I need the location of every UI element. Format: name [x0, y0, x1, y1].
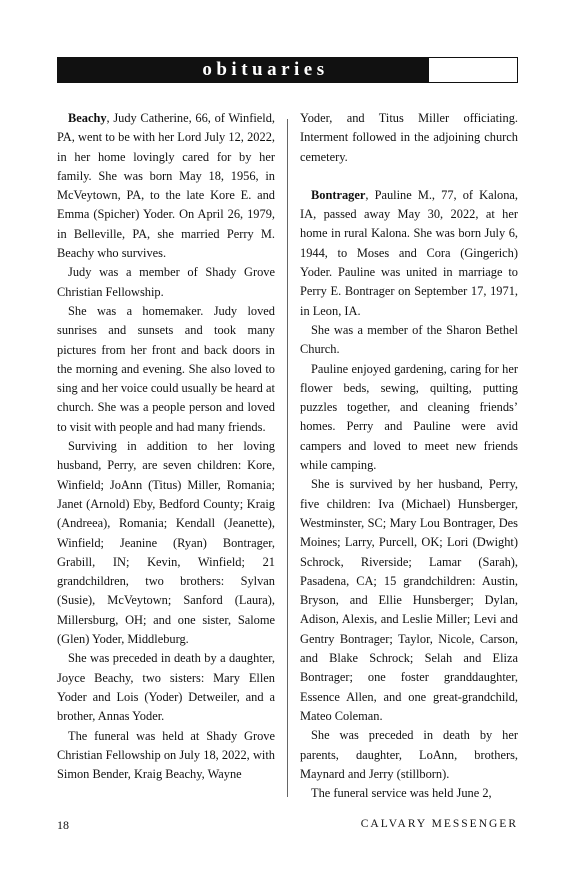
obituary-beachy-paragraph-4: Surviving in addition to her loving husband, Perry, are seven children: Kore, Winfield; JoAnn (Titus) Miller, Romania; Janet (Arnold) Eby, Bedford County; Kraig (Andreea), Romania; Kendall (Jeanette), Winfield; Jeanine (Ryan) Bontrager, Grabill, IN; Kevin, Winfield; 21 grandchildren, two brothers: Sylvan (Susie), McVeytown; Sanford (Laura), Millersburg, OH; and one sister, Salome (Glen) Yoder, Middleburg.: [57, 439, 275, 647]
column-divider: [287, 119, 288, 797]
obituary-beachy-paragraph-6: The funeral was held at Shady Grove Christian Fellowship on July 18, 2022, with Simon Bender, Kraig Beachy, Wayne: [57, 728, 275, 782]
obituary-beachy-continuation: Yoder, and Titus Miller officiating. Interment followed in the adjoining church cemetery.: [300, 111, 518, 164]
obituary-bontrager-paragraph-2: She was a member of the Sharon Bethel Church.: [300, 322, 518, 357]
obituary-bontrager-intro: , Pauline M., 77, of Kalona, IA, passed away May 30, 2022, at her home in rural Kalona. She was born July 6, 1944, to Moses and Cora (Gingerich) Yoder. Pauline was united in marriage to Perry E. Bontrager on September 17, 1971, in Leon, IA.: [300, 187, 518, 318]
obituary-bontrager-paragraph-3: Pauline enjoyed gardening, caring for her flower beds, sewing, quilting, putting puzzles together, and cleaning friends’ homes. Perry and Pauline were avid campers and loved to meet new friends while camping.: [300, 361, 518, 473]
left-column: [57, 109, 275, 784]
obituary-bontrager-paragraph-1: [300, 186, 518, 321]
section-title: obituaries: [202, 59, 329, 80]
obituary-beachy-surname: Beachy: [68, 111, 107, 125]
obituary-beachy-paragraph-2: Judy was a member of Shady Grove Christian Fellowship.: [57, 265, 275, 299]
obituary-bontrager-surname: Bontrager: [311, 187, 366, 202]
obituary-separator: [300, 167, 518, 186]
magazine-name: CALVARY MESSENGER: [360, 818, 518, 830]
right-column: [300, 109, 518, 803]
obituary-beachy-paragraph-3: She was a homemaker. Judy loved sunrises and sunsets and took many pictures from her front and back doors in the morning and evening. She also loved to sing and her voice could usually be heard at church. She was a people person and loved to visit with people and had many friends.: [57, 303, 275, 434]
obituary-beachy-paragraph-5: She was preceded in death by a daughter, Joyce Beachy, two sisters: Mary Ellen Yoder and Lois (Yoder) Detweiler, and a brother, Annas Yoder.: [57, 651, 275, 724]
obituary-bontrager-paragraph-5: She was preceded in death by her parents, daughter, LoAnn, brothers, Maynard and Jerry (stillborn).: [300, 728, 518, 781]
obituary-bontrager-paragraph-4: She is survived by her husband, Perry, five children: Iva (Michael) Hunsberger, Westminster, SC; Mary Lou Bontrager, Des Moines; Larry, Purcell, OK; Lori (Dwight) Schrock, Riverside; Lamar (Sarah), Pasadena, CA; 15 grandchildren: Austin, Bryson, and Ellie Hunsberger; Dylan, Adison, Alexis, and Leslie Miller; Levi and Gentry Bontrager; Taylor, Nicole, Carson, and Blake Schrock; Selah and Eliza Bontrager; one foster granddaughter, Essence Allen, and one great-grandchild, Mateo Coleman.: [300, 477, 518, 723]
obituary-beachy-intro: , Judy Catherine, 66, of Winfield, PA, went to be with her Lord July 12, 2022, in her home lovingly cared for by her family. She was born May 18, 1956, in McVeytown, PA, to the late Kore E. and Emma (Spicher) Yoder. On April 26, 1979, in Belleville, PA, she married Perry M. Beachy who survives.: [57, 111, 275, 261]
page-number: 18: [57, 818, 69, 832]
obituary-beachy-paragraph-1: [57, 109, 275, 263]
section-header-bar: [57, 57, 518, 83]
obituary-bontrager-paragraph-6: The funeral service was held June 2,: [311, 786, 492, 801]
